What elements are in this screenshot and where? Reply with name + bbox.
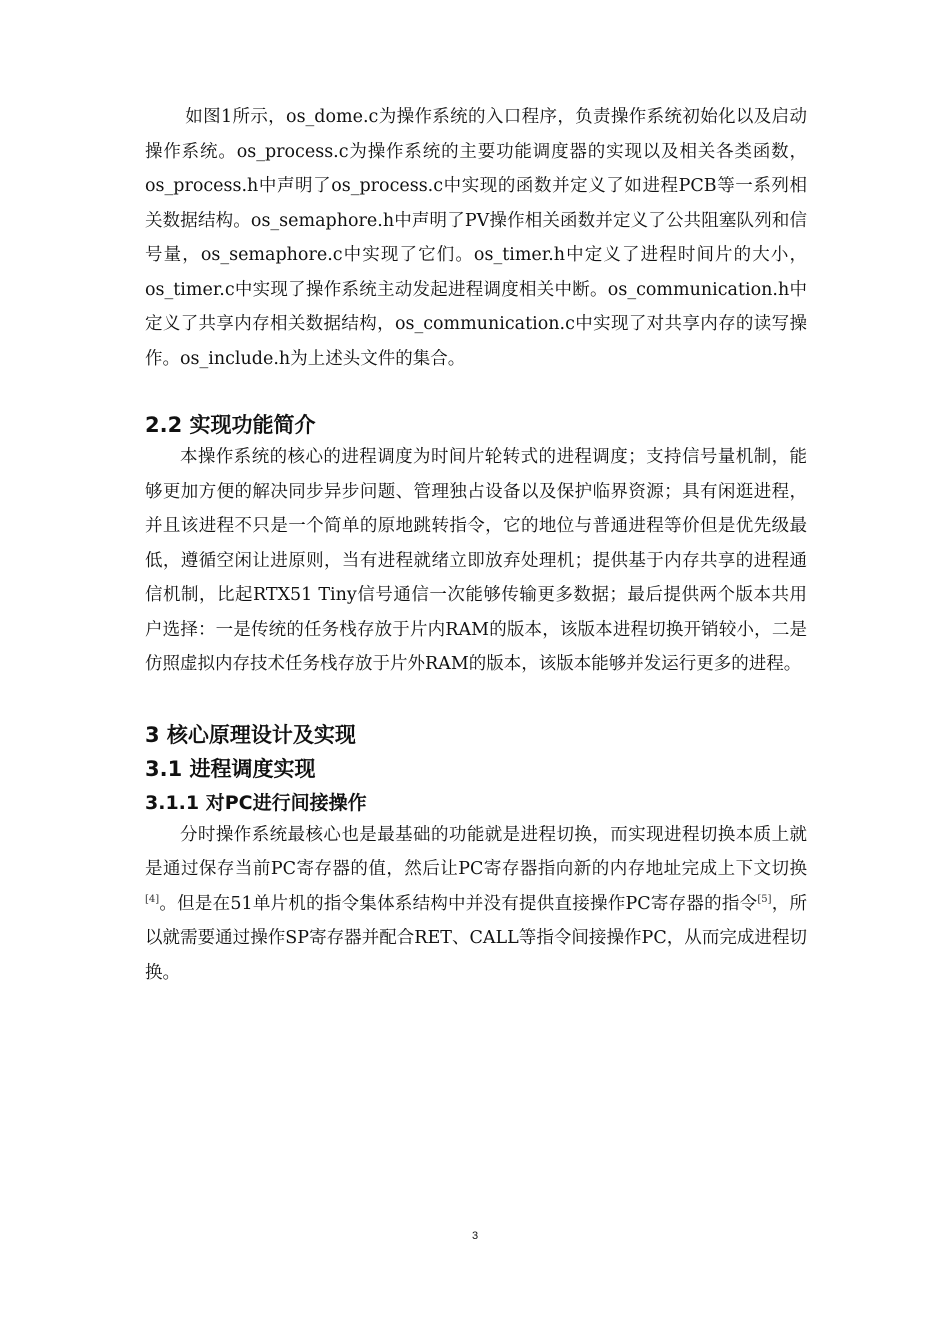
page-content	[145, 100, 807, 990]
page-number: 3	[471, 1230, 479, 1242]
paragraph-pc-indirect	[145, 818, 807, 991]
citation-5: [5]	[757, 893, 772, 905]
paragraph-features: 本操作系统的核心的进程调度为时间片轮转式的进程调度；支持信号量机制，能够更加方便的解决同步异步问题、管理独占设备以及保护临界资源；具有闲逛进程，并且该进程不只是一个简单的原地跳转指令，它的地位与普通进程等价但是优先级最低，遵循空闲让进原则，当有进程就绪立即放弃处理机；提供基于内存共享的进程通信机制，比起RTX51 Tiny信号通信一次能够传输更多数据；最后提供两个版本共用户选择：一是传统的任务栈存放于片内RAM的版本，该版本进程切换开销较小，二是仿照虚拟内存技术任务栈存放于片外RAM的版本，该版本能够并发运行更多的进程。	[145, 447, 807, 674]
citation-4: [4]	[145, 893, 160, 905]
paragraph-text: 分时操作系统最核心也是最基础的功能就是进程切换，而实现进程切换本质上就是通过保存当前PC寄存器的值，然后让PC寄存器指向新的内存地址完成上下文切换	[145, 824, 807, 879]
heading-2-2: 2.2 实现功能简介	[145, 413, 316, 437]
heading-3-1: 3.1 进程调度实现	[145, 756, 316, 781]
paragraph-file-overview: 如图1所示，os_dome.c为操作系统的入口程序，负责操作系统初始化以及启动操作系统。os_process.c为操作系统的主要功能调度器的实现以及相关各类函数，os_process.h中声明了os_process.c中实现的函数并定义了如进程PCB等一系列相关数据结构。os_semaphore.h中声明了PV操作相关函数并定义了公共阻塞队列和信号量，os_semaphore.c中实现了它们。os_timer.h中定义了进程时间片的大小，os_timer.c中实现了操作系统主动发起进程调度相关中断。os_communication.h中定义了共享内存相关数据结构，os_communication.c中实现了对共享内存的读写操作。os_include.h为上述头文件的集合。	[145, 107, 807, 369]
paragraph-text: 。但是在51单片机的指令集体系结构中并没有提供直接操作PC寄存器的指令	[159, 893, 758, 914]
paragraph-text: ，所以就需要通过操作SP寄存器并配合RET、CALL等指令间接操作PC，从而完成进程切换。	[145, 893, 807, 983]
heading-3: 3 核心原理设计及实现	[145, 722, 356, 747]
heading-3-1-1: 3.1.1 对PC进行间接操作	[145, 791, 367, 814]
